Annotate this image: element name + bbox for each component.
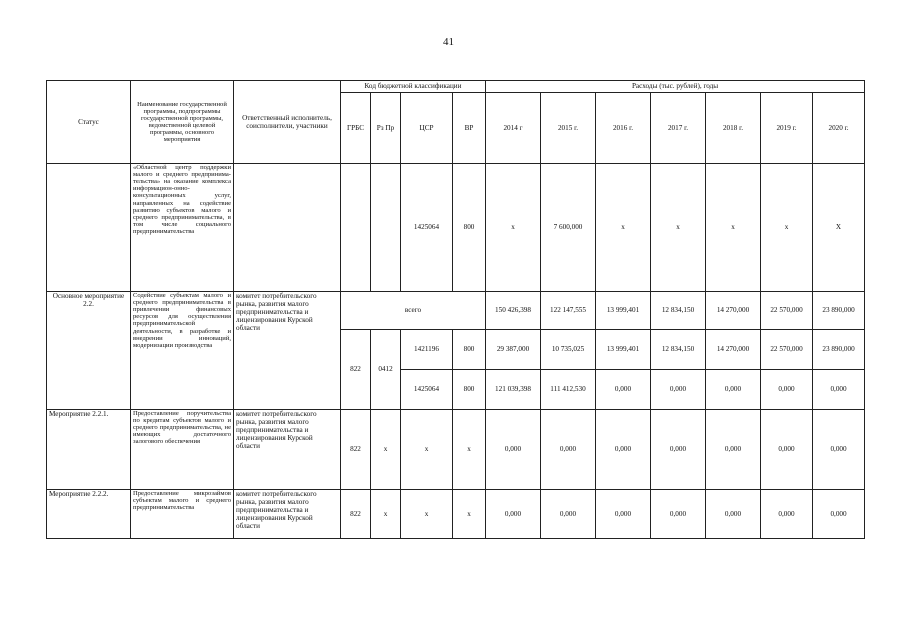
- cell-value: 0,000: [706, 490, 761, 539]
- cell-value: x: [651, 164, 706, 292]
- cell-value: x: [761, 164, 813, 292]
- cell-value: X: [813, 164, 865, 292]
- cell-value: 22 570,000: [761, 292, 813, 330]
- cell-responsible: комитет потребительского рынка, развития малого предпринимательства и лицензирования Курской области: [234, 292, 341, 410]
- cell-status: Мероприятие 2.2.1.: [47, 410, 131, 490]
- cell-status: Мероприятие 2.2.2.: [47, 490, 131, 539]
- cell-value: x: [706, 164, 761, 292]
- cell-responsible: [234, 164, 341, 292]
- cell-value: 0,000: [813, 490, 865, 539]
- cell-value: 0,000: [651, 370, 706, 410]
- cell-rzpr: x: [371, 410, 401, 490]
- header-year: 2020 г.: [813, 93, 865, 164]
- table-row-main-total: [47, 292, 865, 330]
- cell-value: 122 147,555: [541, 292, 596, 330]
- cell-value: 23 890,000: [813, 292, 865, 330]
- cell-value: 0,000: [761, 410, 813, 490]
- cell-name: Содействие субъектам малого и среднего предпринимательства в привлечении финансовых ресурсов для осуществления предпринимательской деятельности, в разработке и внедрении инноваций, модернизации производства: [131, 292, 234, 410]
- header-vr: ВР: [453, 93, 486, 164]
- header-year: 2018 г.: [706, 93, 761, 164]
- header-year: 2019 г.: [761, 93, 813, 164]
- cell-grbs: 822: [341, 490, 371, 539]
- cell-value: 12 834,150: [651, 292, 706, 330]
- cell-value: 0,000: [651, 490, 706, 539]
- header-rzpr: Рз Пр: [371, 93, 401, 164]
- cell-value: 0,000: [486, 410, 541, 490]
- cell-vr: 800: [453, 164, 486, 292]
- cell-name: Предоставление микрозаймов субъектам малого и среднего предпринимательства: [131, 490, 234, 539]
- header-budget-code: Код бюджетной классификации: [341, 81, 486, 93]
- cell-grbs: 822: [341, 330, 371, 410]
- cell-value: 23 890,000: [813, 330, 865, 370]
- cell-vr: 800: [453, 330, 486, 370]
- cell-value: 13 999,401: [596, 330, 651, 370]
- header-year: 2014 г: [486, 93, 541, 164]
- cell-value: 0,000: [596, 410, 651, 490]
- header-name: Наименование государственной программы, подпрограммы государственной программы, ведомственной целевой программы, основного мероприятия: [131, 81, 234, 164]
- header-year: 2015 г.: [541, 93, 596, 164]
- cell-csr: x: [401, 410, 453, 490]
- header-row-1: [47, 81, 865, 93]
- cell-total-label: всего: [341, 292, 486, 330]
- cell-rzpr: x: [371, 490, 401, 539]
- cell-value: 0,000: [596, 490, 651, 539]
- header-csr: ЦСР: [401, 93, 453, 164]
- cell-value: 0,000: [596, 370, 651, 410]
- cell-value: 0,000: [651, 410, 706, 490]
- budget-table: [46, 80, 865, 539]
- header-responsible: Ответственный исполнитель, соисполнители, участники: [234, 81, 341, 164]
- header-expenses: Расходы (тыс. рублей), годы: [486, 81, 865, 93]
- cell-value: 0,000: [761, 370, 813, 410]
- cell-value: x: [596, 164, 651, 292]
- header-year: 2016 г.: [596, 93, 651, 164]
- cell-value: 0,000: [706, 370, 761, 410]
- cell-value: x: [486, 164, 541, 292]
- cell-value: 14 270,000: [706, 330, 761, 370]
- cell-name: Предоставление поручительства по кредитам субъектов малого и среднего предпринимательства, не имеющих достаточного залогового обеспечения: [131, 410, 234, 490]
- cell-csr: 1421196: [401, 330, 453, 370]
- cell-csr: 1425064: [401, 370, 453, 410]
- cell-value: 29 387,000: [486, 330, 541, 370]
- cell-vr: x: [453, 490, 486, 539]
- table-row-222: [47, 490, 865, 539]
- cell-grbs: [341, 164, 371, 292]
- cell-value: 12 834,150: [651, 330, 706, 370]
- cell-value: 0,000: [541, 490, 596, 539]
- cell-value: 150 426,398: [486, 292, 541, 330]
- cell-value: 14 270,000: [706, 292, 761, 330]
- cell-value: 13 999,401: [596, 292, 651, 330]
- table-row-continuation: [47, 164, 865, 292]
- table-row-221: [47, 410, 865, 490]
- cell-value: 0,000: [761, 490, 813, 539]
- cell-status: Основное мероприятие 2.2.: [47, 292, 131, 410]
- cell-rzpr: [371, 164, 401, 292]
- cell-vr: 800: [453, 370, 486, 410]
- cell-value: 0,000: [813, 410, 865, 490]
- cell-vr: x: [453, 410, 486, 490]
- cell-value: 0,000: [813, 370, 865, 410]
- cell-csr: x: [401, 490, 453, 539]
- page-number: 41: [443, 36, 454, 48]
- cell-value: 0,000: [541, 410, 596, 490]
- cell-value: 111 412,530: [541, 370, 596, 410]
- cell-status: [47, 164, 131, 292]
- cell-value: 0,000: [486, 490, 541, 539]
- cell-responsible: комитет потребительского рынка, развития малого предпринимательства и лицензирования Курской области: [234, 490, 341, 539]
- cell-grbs: 822: [341, 410, 371, 490]
- cell-value: 7 600,000: [541, 164, 596, 292]
- cell-value: 10 735,025: [541, 330, 596, 370]
- cell-value: 121 039,398: [486, 370, 541, 410]
- cell-csr: 1425064: [401, 164, 453, 292]
- header-grbs: ГРБС: [341, 93, 371, 164]
- cell-name: «Областной центр поддержки малого и среднего предпринима-тельства» на оказание комплекса информацион-онно-консультационных услуг, направленных на содействие развитию субъектов малого и среднего предпринимательства, в том числе социального предпринимательства: [131, 164, 234, 292]
- cell-responsible: комитет потребительского рынка, развития малого предпринимательства и лицензирования Курской области: [234, 410, 341, 490]
- cell-value: 0,000: [706, 410, 761, 490]
- header-status: Статус: [47, 81, 131, 164]
- header-year: 2017 г.: [651, 93, 706, 164]
- cell-value: 22 570,000: [761, 330, 813, 370]
- cell-rzpr: 0412: [371, 330, 401, 410]
